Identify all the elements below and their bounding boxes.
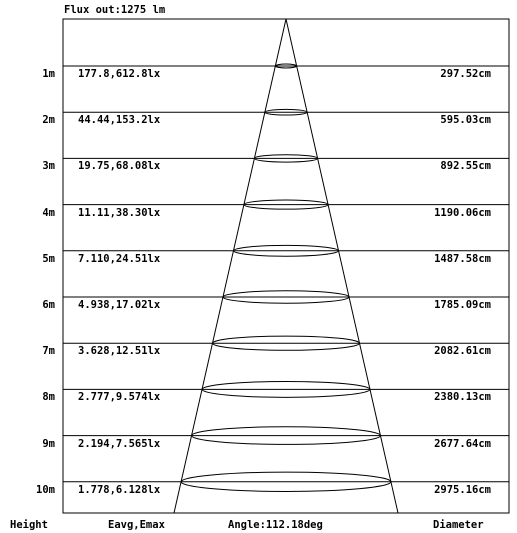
row-diameter-4: 1190.06cm	[434, 206, 491, 219]
row-eavg-emax-5: 7.110,24.51lx	[78, 252, 161, 265]
row-diameter-10: 2975.16cm	[434, 483, 491, 496]
row-eavg-emax-10: 1.778,6.128lx	[78, 483, 161, 496]
row-diameter-8: 2380.13cm	[434, 391, 491, 404]
row-height-3: 3m	[42, 160, 55, 173]
row-height-10: 10m	[36, 483, 55, 496]
row-height-7: 7m	[42, 345, 55, 358]
row-eavg-emax-6: 4.938,17.02lx	[78, 299, 161, 311]
row-eavg-emax-2: 44.44,153.2lx	[78, 114, 161, 127]
row-diameter-2: 595.03cm	[440, 114, 491, 127]
row-eavg-emax-4: 11.11,38.30lx	[78, 206, 161, 219]
row-height-1: 1m	[42, 68, 55, 80]
row-eavg-emax-8: 2.777,9.574lx	[78, 391, 161, 404]
row-height-9: 9m	[42, 437, 55, 450]
row-diameter-1: 297.52cm	[440, 68, 491, 80]
height-column-label: Height	[10, 519, 48, 531]
row-height-5: 5m	[42, 252, 55, 265]
row-height-4: 4m	[42, 206, 55, 219]
row-eavg-emax-3: 19.75,68.08lx	[78, 160, 161, 173]
row-height-2: 2m	[42, 114, 55, 127]
diameter-column-label: Diameter	[433, 519, 484, 531]
row-eavg-emax-1: 177.8,612.8lx	[78, 68, 161, 80]
row-diameter-3: 892.55cm	[440, 160, 491, 173]
beam-angle-label: Angle:112.18deg	[228, 519, 323, 531]
row-height-8: 8m	[42, 391, 55, 404]
cone-right-edge	[286, 19, 398, 513]
row-diameter-9: 2677.64cm	[434, 437, 491, 450]
row-eavg-emax-9: 2.194,7.565lx	[78, 437, 161, 450]
row-diameter-5: 1487.58cm	[434, 252, 491, 265]
row-diameter-6: 1785.09cm	[434, 299, 491, 311]
row-height-6: 6m	[42, 299, 55, 311]
row-diameter-7: 2082.61cm	[434, 345, 491, 358]
row-eavg-emax-7: 3.628,12.51lx	[78, 345, 161, 358]
flux-out-label: Flux out:1275 lm	[64, 4, 166, 16]
eavg-emax-column-label: Eavg,Emax	[108, 519, 165, 531]
cone-left-edge	[174, 19, 286, 513]
